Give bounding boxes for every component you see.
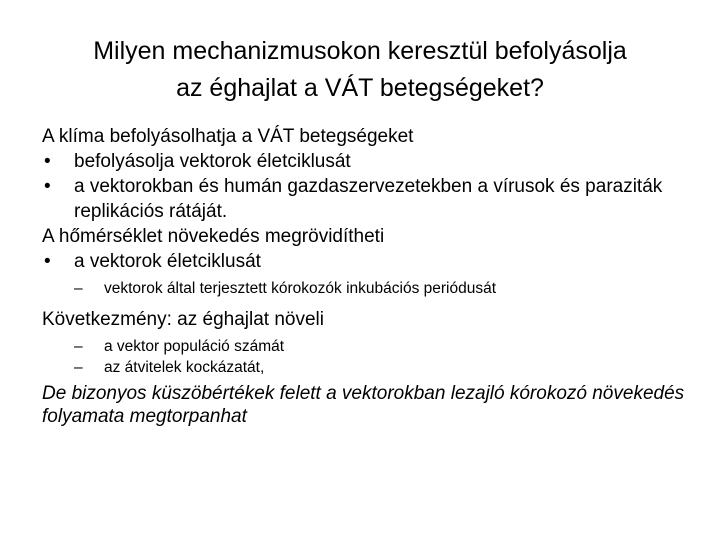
dash-marker: – — [74, 280, 83, 297]
sub-bullet-text: vektorok által terjesztett kórokozók inkubációs periódusát — [104, 280, 497, 297]
bullet-item — [42, 249, 692, 274]
bullet-text: befolyásolja vektorok életciklusát — [74, 151, 351, 172]
dash-marker: – — [74, 359, 83, 376]
sub-bullet-item — [42, 357, 692, 378]
temperature-heading: A hőmérséklet növekedés megrövidítheti — [42, 226, 385, 247]
sub-bullet-text: az átvitelek kockázatát, — [104, 359, 265, 376]
bullet-marker: • — [44, 176, 51, 197]
dash-marker: – — [74, 338, 83, 355]
bullet-marker: • — [44, 251, 51, 272]
consequence-heading: Következmény: az éghajlat növeli — [42, 309, 324, 330]
title-line-2: az éghajlat a VÁT betegségeket? — [176, 74, 544, 102]
bullet-marker: • — [44, 151, 51, 172]
intro-text: A klíma befolyásolhatja a VÁT betegségeket — [42, 126, 414, 147]
conclusion-text: De bizonyos küszöbértékek felett a vektorokban lezajló kórokozó növekedés folyamata megtorpanhat — [42, 383, 685, 427]
bullet-item — [42, 149, 692, 174]
slide-body — [42, 124, 692, 428]
slide-title — [30, 33, 690, 107]
sub-bullet-text: a vektor populáció számát — [104, 338, 285, 355]
bullet-text: a vektorokban és humán gazdaszervezetekben a vírusok és paraziták replikációs rátáját. — [74, 176, 663, 222]
bullet-text: a vektorok életciklusát — [74, 251, 261, 272]
sub-bullet-item — [42, 278, 692, 299]
spacer — [42, 299, 692, 307]
bullet-item — [42, 174, 692, 224]
sub-bullet-item — [42, 336, 692, 357]
title-line-1: Milyen mechanizmusokon keresztül befolyásolja — [93, 37, 627, 65]
